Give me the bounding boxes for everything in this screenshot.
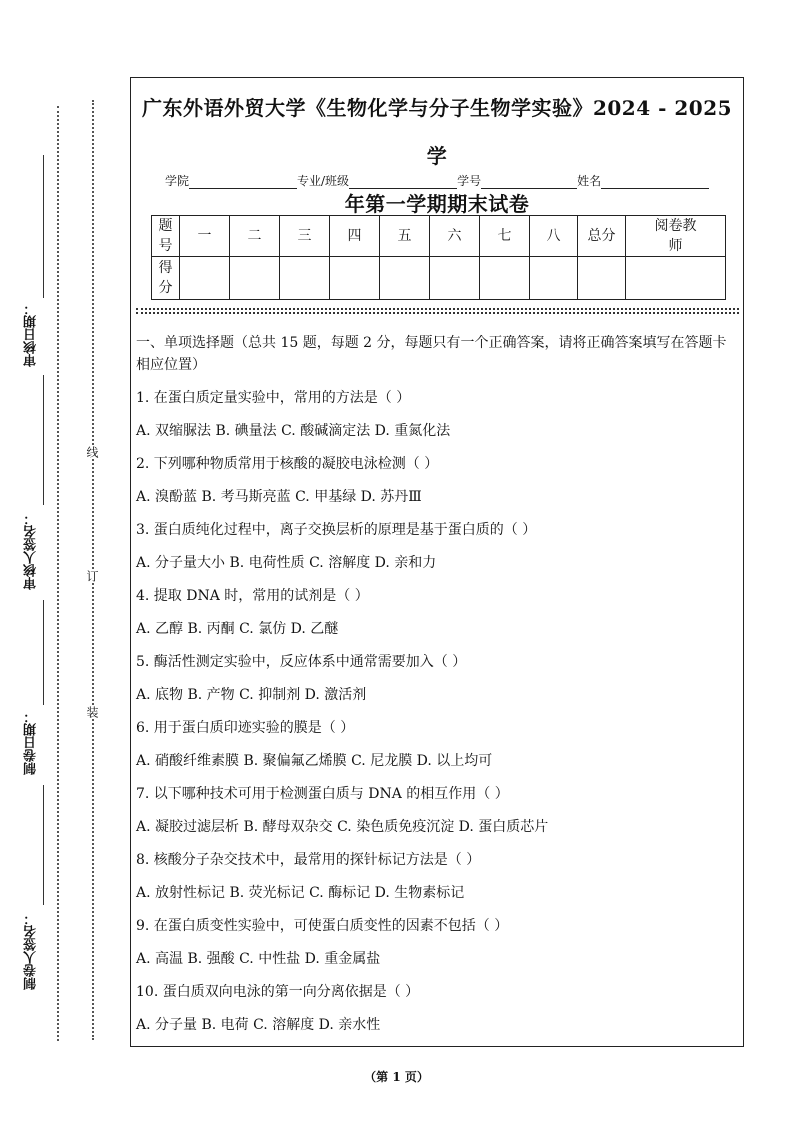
name-field[interactable] (601, 174, 709, 189)
section-heading: 一、单项选择题（总共 15 题，每题 2 分，每题只有一个正确答案，请将正确答案填写在答题卡相应位置） (136, 335, 727, 373)
question-options: A. 凝胶过滤层析 B. 酵母双杂交 C. 染色质免疫沉淀 D. 蛋白质芯片 (136, 819, 549, 835)
college-field[interactable] (189, 174, 297, 189)
question-text: 6. 用于蛋白质印迹实验的膜是（ ） (136, 720, 355, 736)
score-cell[interactable] (180, 257, 230, 300)
bind-line-char: 线 (85, 446, 99, 458)
title-line-1: 广东外语外贸大学《生物化学与分子生物学实验》2024 - 2025 学 (141, 96, 733, 168)
title-line-2: 年第一学期期末试卷 (344, 192, 530, 216)
question-options: A. 高温 B. 强酸 C. 中性盐 D. 重金属盐 (136, 951, 381, 967)
grader-cell[interactable] (626, 257, 726, 300)
score-cell[interactable] (480, 257, 530, 300)
score-col-header: 五 (380, 216, 430, 257)
question-text: 2. 下列哪种物质常用于核酸的凝胶电泳检测（ ） (136, 456, 439, 472)
student-id-field[interactable] (481, 174, 577, 189)
question-options: A. 放射性标记 B. 荧光标记 C. 酶标记 D. 生物素标记 (136, 885, 465, 901)
score-cell[interactable] (430, 257, 480, 300)
question-options: A. 分子量 B. 电荷 C. 溶解度 D. 亲水性 (136, 1017, 381, 1033)
total-score-cell[interactable] (578, 257, 626, 300)
made-date-label: 制卷日期： (24, 710, 39, 776)
grader-header: 阅卷教师 (626, 216, 726, 257)
score-col-header: 二 (230, 216, 280, 257)
question-text: 7. 以下哪种技术可用于检测蛋白质与 DNA 的相互作用（ ） (136, 786, 509, 802)
question-text: 1. 在蛋白质定量实验中，常用的方法是（ ） (136, 390, 411, 406)
name-label: 姓名 (577, 174, 602, 188)
maker-signature-label: 制卷人签名： (24, 912, 39, 990)
question-text: 5. 酶活性测定实验中，反应体系中通常需要加入（ ） (136, 654, 467, 670)
score-row-header: 得分 (152, 257, 180, 300)
question-options: A. 分子量大小 B. 电荷性质 C. 溶解度 D. 亲和力 (136, 555, 437, 571)
dotted-separator (136, 308, 739, 310)
score-col-header: 八 (530, 216, 578, 257)
question-number-header: 题号 (152, 216, 180, 257)
question-options: A. 乙醇 B. 丙酮 C. 氯仿 D. 乙醚 (136, 621, 339, 637)
score-cell[interactable] (530, 257, 578, 300)
student-id-label: 学号 (457, 174, 482, 188)
review-date-label: 审核日期： (24, 302, 39, 368)
score-col-header: 六 (430, 216, 480, 257)
exam-title (130, 84, 744, 228)
review-date-line (43, 155, 44, 298)
question-list (136, 382, 738, 1042)
question-options: A. 底物 B. 产物 C. 抑制剂 D. 激活剂 (136, 687, 367, 703)
major-label: 专业/班级 (297, 174, 350, 188)
bind-order-char: 订 (85, 570, 99, 582)
made-date-line (43, 600, 44, 705)
section-single-choice (136, 328, 738, 1042)
question-text: 4. 提取 DNA 时，常用的试剂是（ ） (136, 588, 369, 604)
question-text: 10. 蛋白质双向电泳的第一向分离依据是（ ） (136, 984, 420, 1000)
score-cell[interactable] (330, 257, 380, 300)
score-col-header: 一 (180, 216, 230, 257)
binding-dotted-line (57, 106, 59, 1041)
bind-install-char: 装 (85, 706, 99, 718)
college-label: 学院 (165, 174, 190, 188)
question-options: A. 硝酸纤维素膜 B. 聚偏氟乙烯膜 C. 尼龙膜 D. 以上均可 (136, 753, 493, 769)
question-options: A. 溴酚蓝 B. 考马斯亮蓝 C. 甲基绿 D. 苏丹Ⅲ (136, 489, 422, 505)
question-text: 9. 在蛋白质变性实验中，可使蛋白质变性的因素不包括（ ） (136, 918, 509, 934)
score-cell[interactable] (280, 257, 330, 300)
score-col-header: 四 (330, 216, 380, 257)
score-table-score-row (152, 257, 726, 300)
question-text: 8. 核酸分子杂交技术中，最常用的探针标记方法是（ ） (136, 852, 481, 868)
major-field[interactable] (349, 174, 457, 189)
score-cell[interactable] (380, 257, 430, 300)
question-options: A. 双缩脲法 B. 碘量法 C. 酸碱滴定法 D. 重氮化法 (136, 423, 451, 439)
student-info-row (165, 172, 709, 189)
score-col-header: 三 (280, 216, 330, 257)
maker-signature-line (43, 785, 44, 905)
page-number: （第 1 页） (364, 1070, 429, 1084)
reviewer-signature-label: 审核人签名： (24, 512, 39, 590)
dotted-separator (136, 312, 739, 314)
total-score-header: 总分 (578, 216, 626, 257)
score-col-header: 七 (480, 216, 530, 257)
score-table (151, 215, 726, 300)
question-text: 3. 蛋白质纯化过程中，离子交换层析的原理是基于蛋白质的（ ） (136, 522, 537, 538)
reviewer-signature-line (43, 375, 44, 505)
score-table-header-row (152, 216, 726, 257)
score-cell[interactable] (230, 257, 280, 300)
